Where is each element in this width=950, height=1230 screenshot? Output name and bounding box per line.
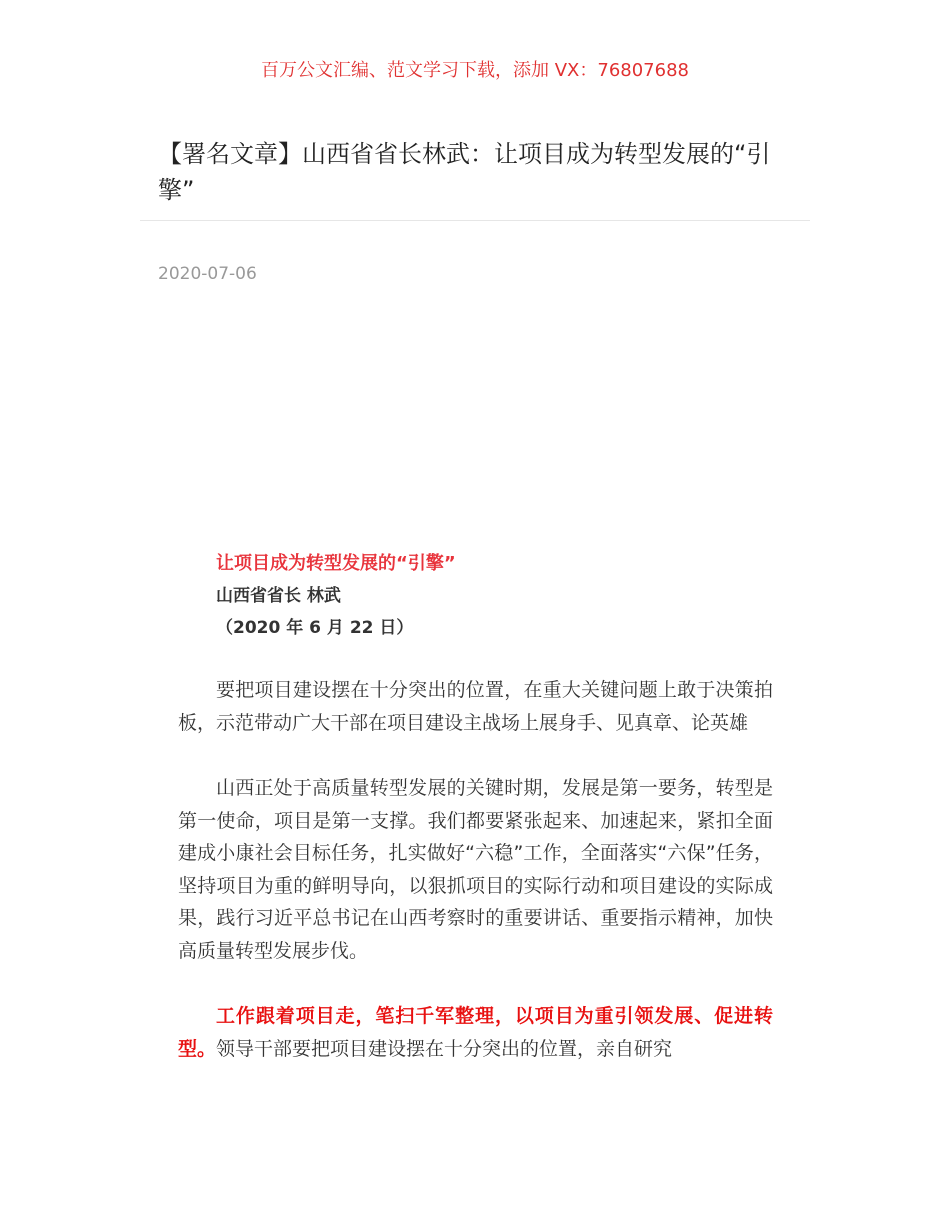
download-banner: 百万公文汇编、范文学习下载，添加 VX：76807688 — [261, 60, 689, 81]
paragraph-3-text: 领导干部要把项目建设摆在十分突出的位置，亲自研究 — [216, 1037, 673, 1060]
article-body — [178, 548, 773, 1098]
title-divider — [140, 220, 810, 221]
article-subtitle: 让项目成为转型发展的“引擎” — [216, 553, 456, 574]
paragraph-3 — [178, 1000, 773, 1065]
speech-date: （2020 年 6 月 22 日） — [216, 618, 414, 638]
author-line: 山西省省长 林武 — [216, 586, 341, 606]
paragraph-2: 山西正处于高质量转型发展的关键时期，发展是第一要务，转型是第一使命，项目是第一支撑。我们都要紧张起来、加速起来，紧扣全面建成小康社会目标任务，扎实做好“六稳”工作，全面落实“六保”任务，坚持项目为重的鲜明导向，以狠抓项目的实际行动和项目建设的实际成果，践行习近平总书记在山西考察时的重要讲话、重要指示精神，加快高质量转型发展步伐。 — [178, 777, 773, 962]
article-title: 【署名文章】山西省省长林武：让项目成为转型发展的“引擎” — [158, 140, 771, 204]
publish-date: 2020-07-06 — [158, 264, 257, 284]
paragraph-1: 要把项目建设摆在十分突出的位置，在重大关键问题上敢于决策拍板，示范带动广大干部在项目建设主战场上展身手、见真章、论英雄 — [178, 679, 773, 734]
paragraph-3-lead: 工作跟着项目走，笔扫千军整理，以项目为重引领发展、促进转型。 — [178, 1005, 773, 1060]
